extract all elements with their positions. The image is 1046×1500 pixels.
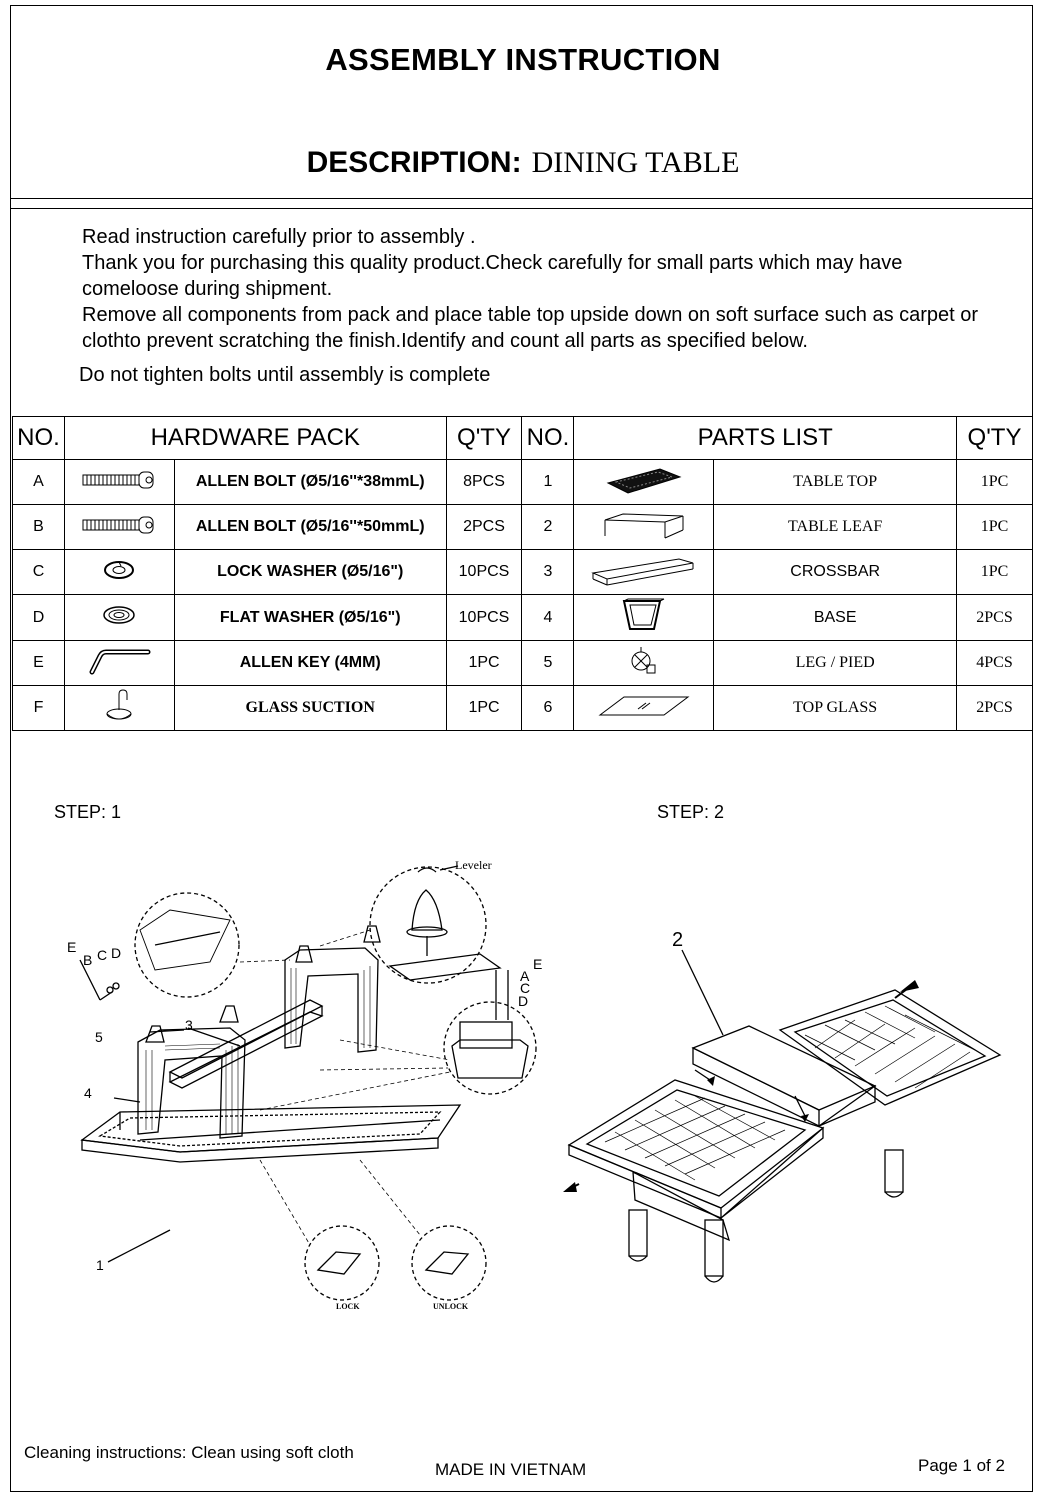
table-row <box>13 641 1033 686</box>
intro-line: Do not tighten bolts until assembly is complete <box>79 364 491 386</box>
callout-2: 2 <box>672 929 684 951</box>
lock-label: LOCK <box>336 1302 360 1311</box>
callout-a: A <box>520 968 530 984</box>
callout-c-right: C <box>520 980 531 996</box>
callout-e-right: E <box>533 956 543 972</box>
header-qty: Q'TY <box>956 417 1032 460</box>
table-header-row <box>13 417 1033 460</box>
description-value: DINING TABLE <box>531 146 740 179</box>
callout-d-right: D <box>518 993 529 1009</box>
hardware-no: D <box>13 595 65 641</box>
intro-line: Remove all components from pack and place table top upside down on soft surface such as carpet or clothto prevent scratching the finish.Identify and count all parts as specified below. <box>82 304 979 352</box>
lock-washer-icon <box>64 550 174 595</box>
leg-icon <box>574 641 714 686</box>
part-no: 4 <box>522 595 574 641</box>
flat-washer-icon <box>64 595 174 641</box>
hardware-name: ALLEN BOLT (Ø5/16''*50mmL) <box>174 505 446 550</box>
part-name: CROSSBAR <box>714 550 957 595</box>
bolt-icon <box>64 460 174 505</box>
step-1-label: STEP: 1 <box>54 802 122 822</box>
part-qty: 1PC <box>956 505 1032 550</box>
hardware-no: A <box>13 460 65 505</box>
hardware-name: LOCK WASHER (Ø5/16") <box>174 550 446 595</box>
table-half-near <box>569 1080 823 1208</box>
hardware-no: B <box>13 505 65 550</box>
leg <box>220 1006 238 1022</box>
table-leaf-icon <box>574 505 714 550</box>
part-no: 2 <box>522 505 574 550</box>
base-icon <box>574 595 714 641</box>
header-no: NO. <box>522 417 574 460</box>
top-glass-icon <box>574 686 714 731</box>
part-no: 3 <box>522 550 574 595</box>
hardware-qty: 2PCS <box>446 505 522 550</box>
page-number: Page 1 of 2 <box>918 1456 1005 1475</box>
description-label: DESCRIPTION: <box>306 146 522 179</box>
table-top-outline <box>82 1105 460 1152</box>
part-qty: 1PC <box>956 550 1032 595</box>
part-no: 1 <box>522 460 574 505</box>
header-hardware: HARDWARE PACK <box>64 417 446 460</box>
step-2-diagram <box>555 920 1015 1310</box>
part-name: TABLE LEAF <box>714 505 957 550</box>
callout-4: 4 <box>84 1085 92 1101</box>
header-no: NO. <box>13 417 65 460</box>
divider <box>10 198 1033 199</box>
leveler-label: Leveler <box>455 858 492 872</box>
hardware-name: FLAT WASHER (Ø5/16") <box>174 595 446 641</box>
bolt-icon <box>64 505 174 550</box>
hardware-name: GLASS SUCTION <box>174 686 446 731</box>
callout-3: 3 <box>185 1017 193 1033</box>
hardware-qty: 10PCS <box>446 595 522 641</box>
leg <box>364 926 380 942</box>
table-half-far <box>780 990 1000 1105</box>
table-row <box>13 460 1033 505</box>
divider <box>10 208 1033 209</box>
callout-d: D <box>111 945 122 961</box>
callout-5: 5 <box>95 1029 103 1045</box>
crossbar-icon <box>574 550 714 595</box>
callout-1: 1 <box>96 1257 104 1273</box>
part-no: 5 <box>522 641 574 686</box>
hardware-qty: 1PC <box>446 686 522 731</box>
hardware-name: ALLEN KEY (4MM) <box>174 641 446 686</box>
callout-e: E <box>67 939 77 955</box>
part-name: BASE <box>714 595 957 641</box>
hardware-qty: 1PC <box>446 641 522 686</box>
intro-text <box>79 224 1002 388</box>
part-no: 6 <box>522 686 574 731</box>
step-2-label: STEP: 2 <box>657 802 725 822</box>
hardware-no: C <box>13 550 65 595</box>
part-name: TABLE TOP <box>714 460 957 505</box>
made-in: MADE IN VIETNAM <box>435 1460 587 1479</box>
table-row <box>13 550 1033 595</box>
table-row <box>13 595 1033 641</box>
part-qty: 1PC <box>956 460 1032 505</box>
description <box>0 146 1046 180</box>
header-qty: Q'TY <box>446 417 522 460</box>
part-qty: 4PCS <box>956 641 1032 686</box>
leg <box>296 946 312 962</box>
hardware-name: ALLEN BOLT (Ø5/16''*38mmL) <box>174 460 446 505</box>
table-row <box>13 686 1033 731</box>
leg <box>146 1026 164 1042</box>
header-parts: PARTS LIST <box>574 417 957 460</box>
parts-table <box>12 416 1033 731</box>
part-name: LEG / PIED <box>714 641 957 686</box>
callout-b: B <box>83 952 93 968</box>
table-row <box>13 505 1033 550</box>
cleaning-instructions: Cleaning instructions: Clean using soft cloth <box>24 1443 354 1462</box>
intro-line: Thank you for purchasing this quality product.Check carefully for small parts which may have comeloose during shipment. <box>82 252 903 300</box>
part-name: TOP GLASS <box>714 686 957 731</box>
glass-suction-icon <box>64 686 174 731</box>
table-top-icon <box>574 460 714 505</box>
hardware-no: F <box>13 686 65 731</box>
allen-key-icon <box>64 641 174 686</box>
step-1-diagram <box>60 850 560 1320</box>
part-qty: 2PCS <box>956 595 1032 641</box>
callout-c: C <box>97 947 108 963</box>
unlock-label: UNLOCK <box>433 1302 469 1311</box>
hardware-no: E <box>13 641 65 686</box>
page-title: ASSEMBLY INSTRUCTION <box>325 42 721 77</box>
intro-line: Read instruction carefully prior to assembly . <box>82 226 476 248</box>
hardware-qty: 10PCS <box>446 550 522 595</box>
hardware-qty: 8PCS <box>446 460 522 505</box>
part-qty: 2PCS <box>956 686 1032 731</box>
